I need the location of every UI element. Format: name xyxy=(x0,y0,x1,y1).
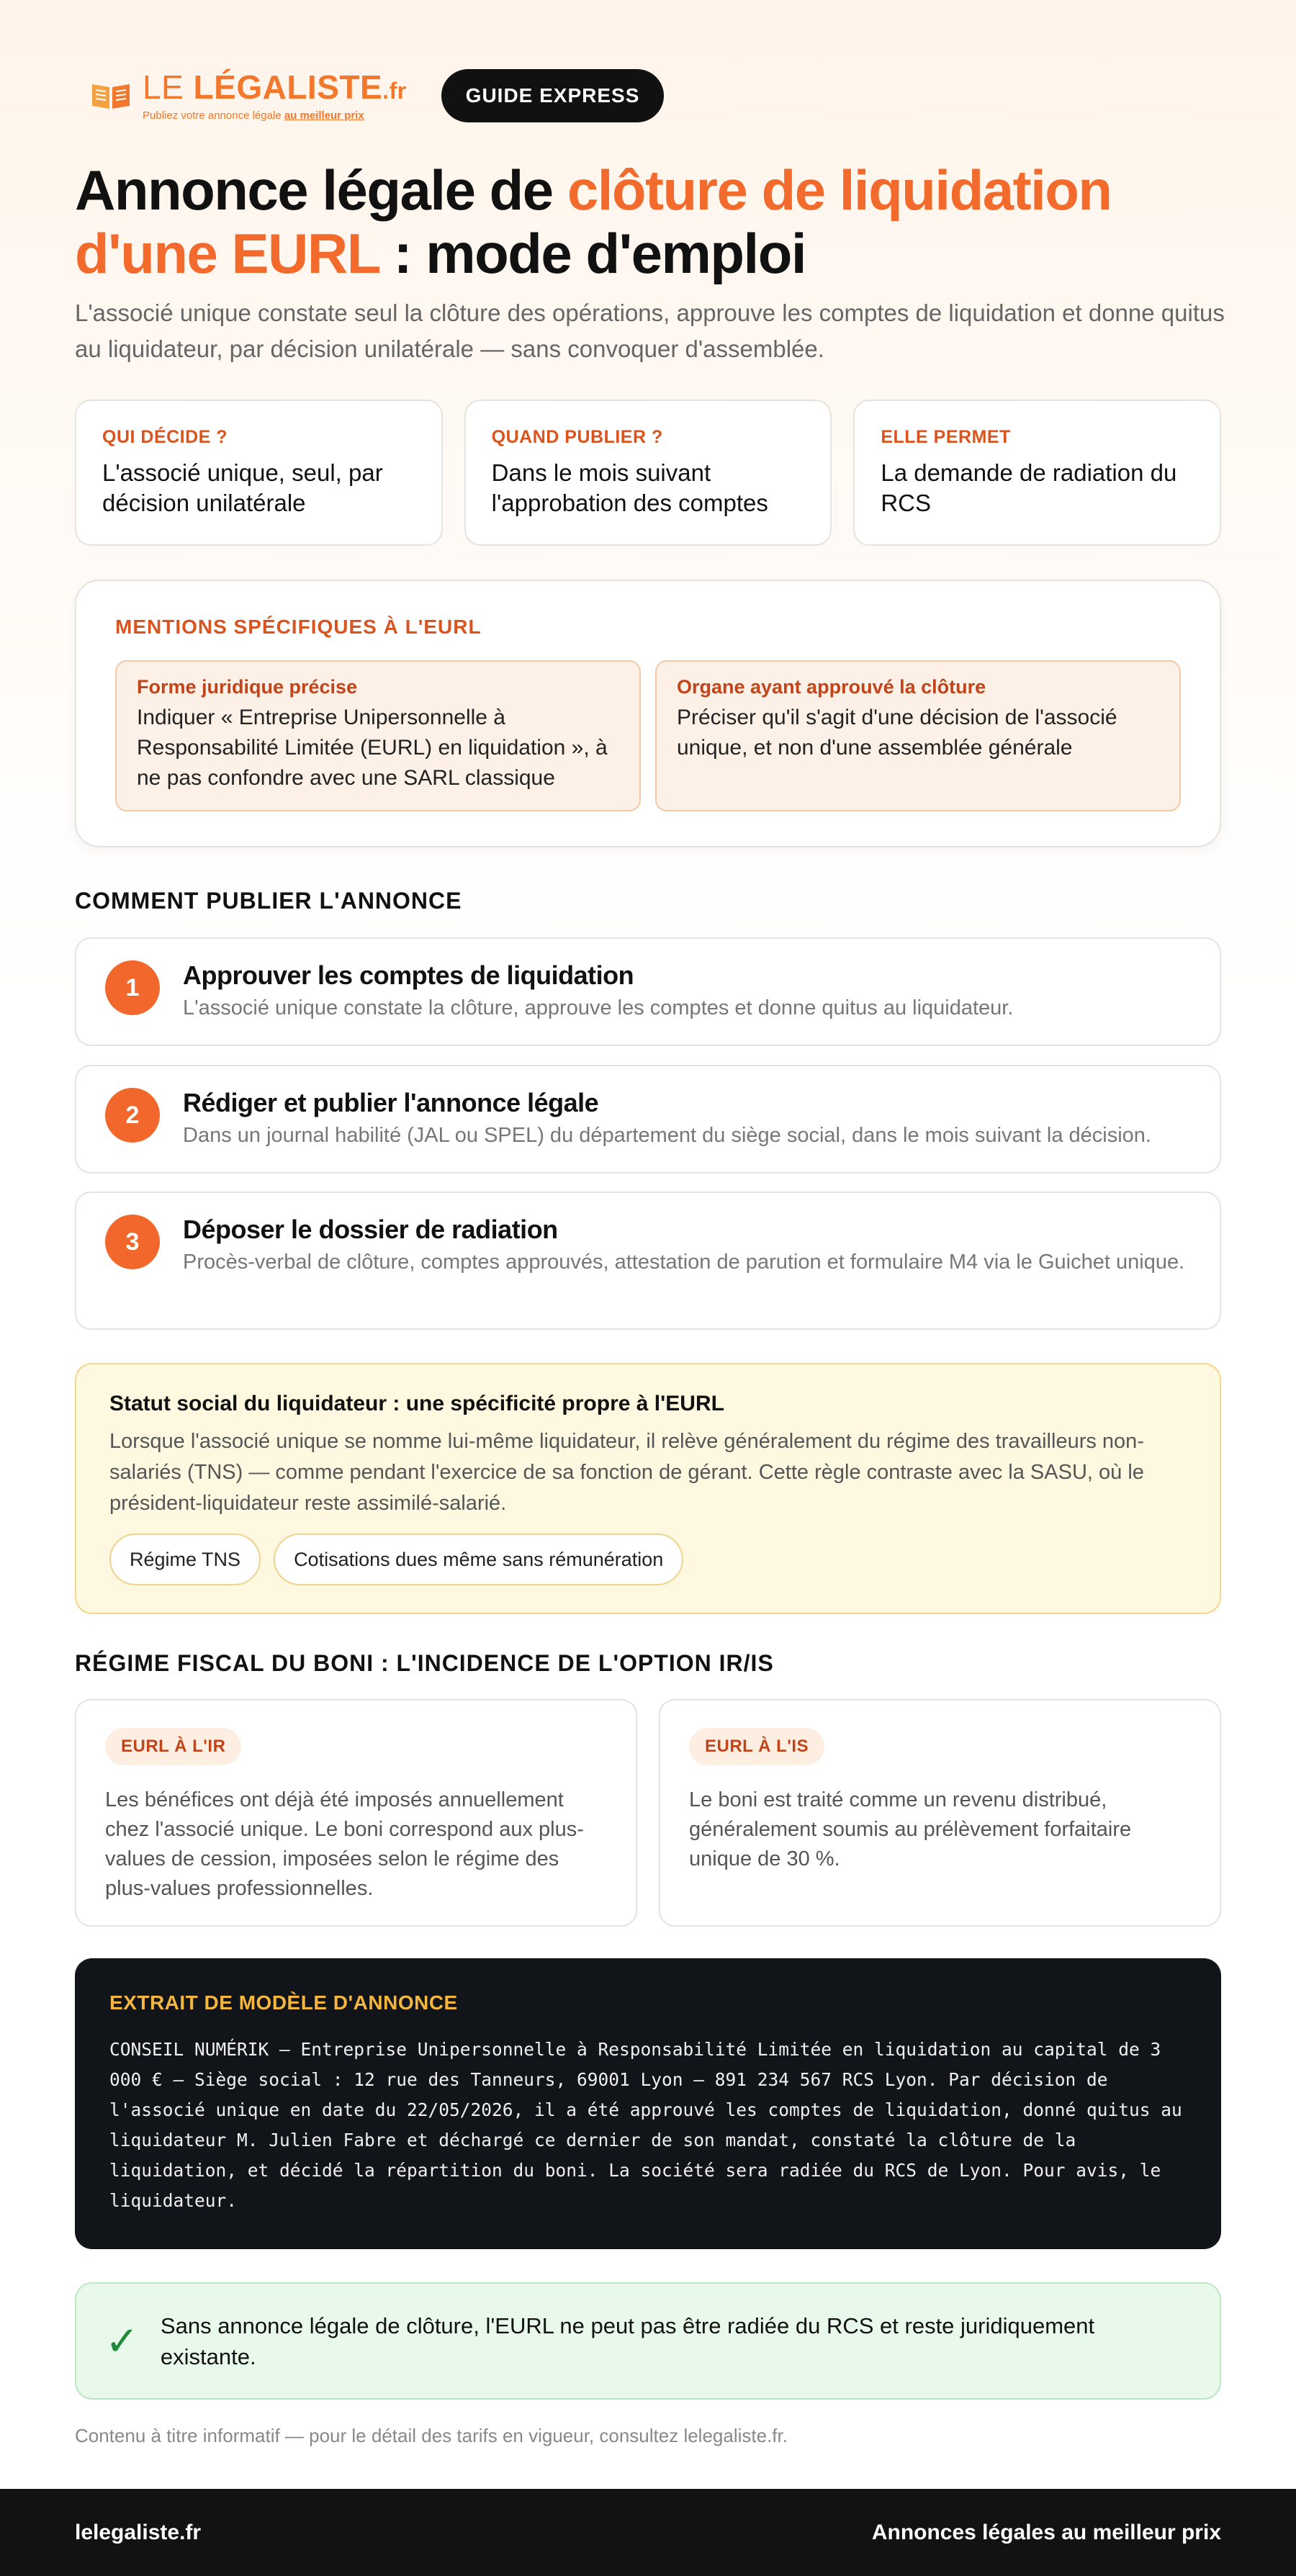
fiscal-text: Les bénéfices ont déjà été imposés annuellement chez l'associé unique. Le boni correspond aux plus-values de cession, imposées selon le régime des plus-values professionnelles. xyxy=(105,1788,584,1900)
info-cards xyxy=(75,400,1221,546)
step-title: Déposer le dossier de radiation xyxy=(183,1215,558,1244)
step-title: Approuver les comptes de liquidation xyxy=(183,960,634,990)
guide-express-badge: GUIDE EXPRESS xyxy=(441,69,665,122)
info-card-when xyxy=(464,400,832,546)
info-card-who xyxy=(75,400,443,546)
step-title: Rédiger et publier l'annonce légale xyxy=(183,1088,599,1117)
model-announcement xyxy=(75,1958,1221,2249)
disclaimer: Contenu à titre informatif — pour le détail des tarifs en vigueur, consultez lelegaliste.fr. xyxy=(75,2425,788,2446)
logo-tagline: Publiez votre annonce légale au meilleur prix xyxy=(143,109,364,122)
mentions-title: MENTIONS SPÉCIFIQUES À L'EURL xyxy=(115,616,482,638)
logo-wordmark: LE LÉGALISTE.fr xyxy=(143,68,407,106)
step-3 xyxy=(75,1192,1221,1330)
step-number: 1 xyxy=(105,960,160,1015)
tag-pill: Cotisations dues même sans rémunération xyxy=(274,1534,683,1585)
success-callout xyxy=(75,2282,1221,2400)
step-description: Procès-verbal de clôture, comptes approuvés, attestation de parution et formulaire M4 via le Guichet unique. xyxy=(183,1251,1185,1274)
success-text: Sans annonce légale de clôture, l'EURL ne peut pas être radiée du RCS et reste juridiquement existante. xyxy=(160,2312,1095,2369)
page-subtitle: L'associé unique constate seul la clôture des opérations, approuve les comptes de liquidation et donne quitus au liquidateur, par décision unilatérale — sans convoquer d'assemblée. xyxy=(75,300,1225,362)
mention-label: Organe ayant approuvé la clôture xyxy=(677,676,986,698)
step-2 xyxy=(75,1065,1221,1174)
logo[interactable] xyxy=(89,70,407,122)
step-description: Dans un journal habilité (JAL ou SPEL) du département du siège social, dans le mois suivant la décision. xyxy=(183,1124,1151,1147)
mentions-panel xyxy=(75,580,1221,847)
step-number: 2 xyxy=(105,1088,160,1143)
step-description: L'associé unique constate la clôture, approuve les comptes et donne quitus au liquidateur. xyxy=(183,996,1014,1019)
info-card-value: La demande de radiation du RCS xyxy=(881,459,1177,516)
footer-tagline: Annonces légales au meilleur prix xyxy=(871,2520,1221,2544)
footer xyxy=(0,2489,1296,2576)
model-title: EXTRAIT DE MODÈLE D'ANNONCE xyxy=(109,1991,458,2014)
fiscal-card-ir xyxy=(75,1699,637,1927)
fiscal-cards xyxy=(75,1699,1221,1927)
mention-label: Forme juridique précise xyxy=(137,676,358,698)
fiscal-card-is xyxy=(659,1699,1221,1927)
info-card-value: Dans le mois suivant l'approbation des comptes xyxy=(491,459,768,516)
check-icon: ✓ xyxy=(105,2318,139,2364)
step-1 xyxy=(75,937,1221,1046)
fiscal-text: Le boni est traité comme un revenu distribué, généralement soumis au prélèvement forfaitaire unique de 30 %. xyxy=(689,1788,1132,1870)
footer-site-link[interactable]: lelegaliste.fr xyxy=(75,2520,202,2544)
page-title: Annonce légale de clôture de liquidation d'une EURL : mode d'emploi xyxy=(75,158,1112,285)
tag-pill: Régime TNS xyxy=(109,1534,261,1585)
book-icon xyxy=(89,80,132,112)
steps-heading: COMMENT PUBLIER L'ANNONCE xyxy=(75,888,462,914)
model-text: CONSEIL NUMÉRIK — Entreprise Unipersonnelle à Responsabilité Limitée en liquidation au capital de 3 000 € — Siège social : 12 rue des Tanneurs, 69001 Lyon — 891 234 567 RCS Lyon. Par décision de l'associé unique en date du 22/05/2026, il a été approuvé les comptes de liquidation, donné quitus au liquidateur M. Julien Fabre et déchargé ce dernier de son mandat, constaté la clôture de la liquidation, et décidé la répartition du boni. La société sera radiée du RCS de Lyon. Pour avis, le liquidateur. xyxy=(109,2039,1182,2211)
info-card-label: ELLE PERMET xyxy=(881,427,1011,447)
fiscal-badge: EURL À L'IR xyxy=(105,1728,241,1765)
step-number: 3 xyxy=(105,1215,160,1269)
info-card-label: QUAND PUBLIER ? xyxy=(491,427,663,447)
mention-approving-body xyxy=(655,660,1181,811)
info-card-value: L'associé unique, seul, par décision unilatérale xyxy=(102,459,383,516)
tns-callout xyxy=(75,1363,1221,1614)
info-card-label: QUI DÉCIDE ? xyxy=(102,427,228,447)
fiscal-badge: EURL À L'IS xyxy=(689,1728,824,1765)
mention-text: Préciser qu'il s'agit d'une décision de l'associé unique, et non d'une assemblée générale xyxy=(677,706,1117,760)
fiscal-heading: RÉGIME FISCAL DU BONI : L'INCIDENCE DE L'OPTION IR/IS xyxy=(75,1650,774,1676)
header xyxy=(89,69,664,122)
info-card-allows xyxy=(853,400,1221,546)
mention-legal-form xyxy=(115,660,641,811)
tns-title: Statut social du liquidateur : une spécificité propre à l'EURL xyxy=(109,1392,724,1415)
tns-text: Lorsque l'associé unique se nomme lui-même liquidateur, il relève généralement du régime des travailleurs non-salariés (TNS) — comme pendant l'exercice de sa fonction de gérant. Cette règle contraste avec la SASU, où le président-liquidateur reste assimilé-salarié. xyxy=(109,1430,1144,1515)
mention-text: Indiquer « Entreprise Unipersonnelle à Responsabilité Limitée (EURL) en liquidation », à ne pas confondre avec une SARL classique xyxy=(137,706,608,790)
